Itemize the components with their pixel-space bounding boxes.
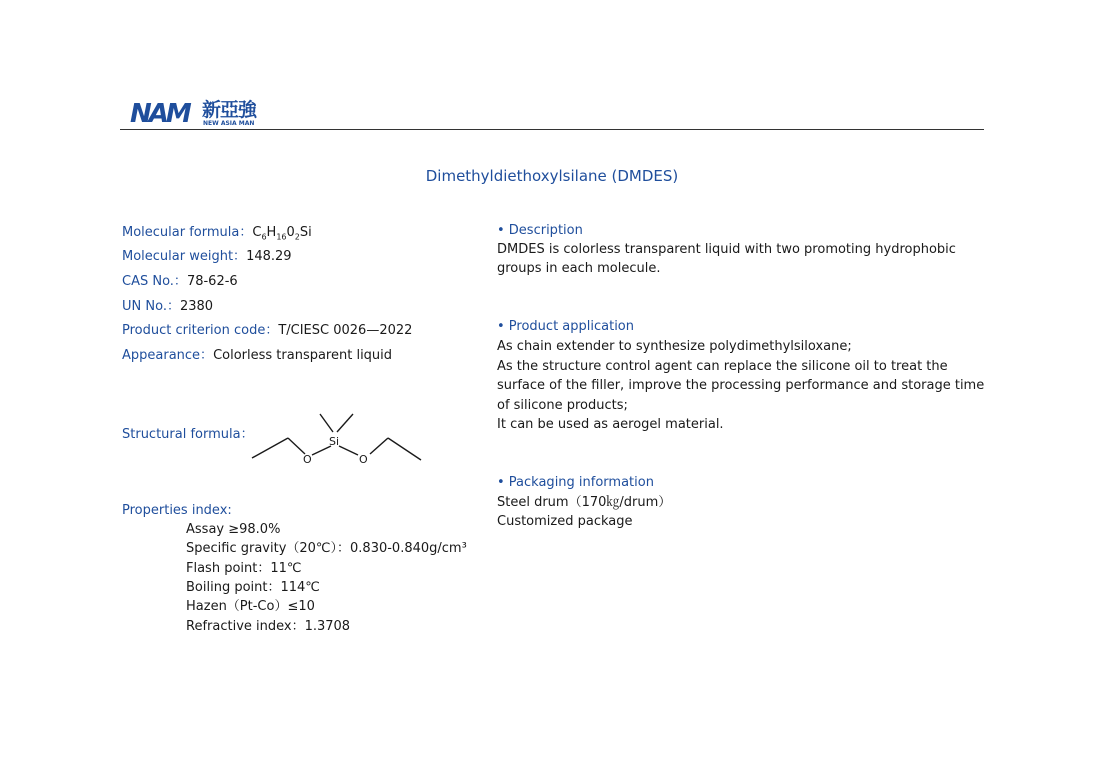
description-line: DMDES is colorless transparent liquid with two promoting hydrophobic (497, 242, 956, 257)
appearance-label: Appearance： (122, 348, 214, 363)
atom-o-label-right: O (359, 453, 368, 466)
property-specific-gravity: Specific gravity（20℃）：0.830-0.840g/cm³ (186, 541, 467, 556)
atom-o-label-left: O (303, 453, 312, 466)
un-value: 2380 (179, 299, 214, 314)
molecular-formula-row (122, 223, 312, 247)
criterion-value: T/CIESC 0026—2022 (278, 323, 413, 338)
application-line: of silicone products; (497, 398, 628, 413)
cas-value: 78-62-6 (186, 274, 238, 289)
logo-english-name: NEW ASIA MAN (203, 120, 255, 127)
atom-si-label: Si (329, 435, 340, 448)
packaging-line: Steel drum（170㎏/drum） (497, 495, 672, 510)
cas-label: CAS No.： (122, 274, 187, 289)
logo-chinese-name: 新亞強 (202, 99, 257, 121)
application-line: As the structure control agent can replace the silicone oil to treat the (497, 359, 948, 374)
property-refractive-index: Refractive index：1.3708 (186, 619, 351, 634)
molecular-formula-label: Molecular formula： (122, 225, 253, 240)
properties-label: Properties index: (122, 503, 232, 518)
molecular-weight-row (122, 247, 292, 266)
description-heading: • Description (497, 223, 583, 238)
property-boiling-point: Boiling point：114℃ (186, 580, 320, 595)
packaging-heading: • Packaging information (497, 475, 654, 490)
structural-formula-label: Structural formula： (122, 427, 254, 442)
description-line: groups in each molecule. (497, 261, 661, 276)
property-flash-point: Flash point：11℃ (186, 561, 302, 576)
company-logo (130, 100, 262, 128)
appearance-value: Colorless transparent liquid (213, 348, 393, 363)
un-label: UN No.： (122, 299, 180, 314)
packaging-line: Customized package (497, 514, 633, 529)
criterion-label: Product criterion code： (122, 323, 279, 338)
un-row (122, 297, 213, 316)
logo-mark: NAM (130, 99, 189, 129)
property-hazen: Hazen（Pt-Co）≤10 (186, 599, 315, 614)
application-heading: • Product application (497, 319, 635, 334)
application-line: It can be used as aerogel material. (497, 417, 724, 432)
criterion-row (122, 321, 412, 340)
structural-formula-diagram (248, 408, 428, 468)
molecular-weight-value: 148.29 (246, 249, 292, 264)
application-line: As chain extender to synthesize polydimethylsiloxane; (497, 339, 852, 354)
molecular-weight-label: Molecular weight： (122, 249, 247, 264)
application-line: surface of the filler, improve the processing performance and storage time (497, 378, 985, 393)
molecular-formula-value: $C_6H_{16}0_2Si$ (252, 225, 312, 242)
property-assay: Assay ≥98.0% (186, 522, 281, 537)
appearance-row (122, 346, 392, 365)
cas-row (122, 272, 238, 291)
header-divider (120, 129, 984, 130)
page-title: Dimethyldiethoxylsilane (DMDES) (425, 167, 679, 185)
